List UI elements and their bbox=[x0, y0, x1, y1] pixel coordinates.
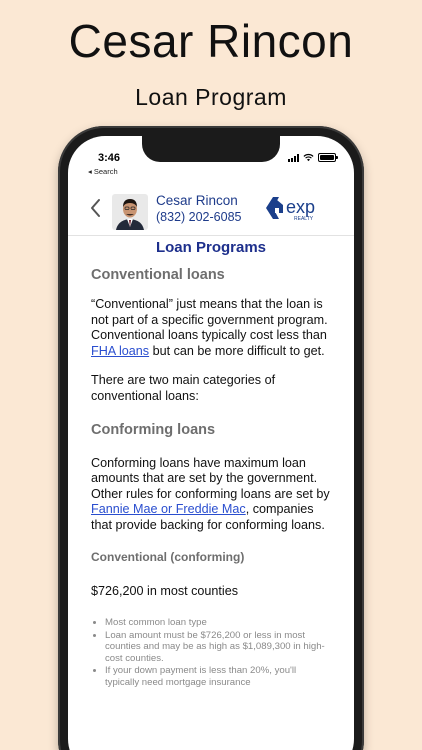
status-icons bbox=[288, 153, 336, 162]
promo-title: Cesar Rincon bbox=[68, 15, 354, 67]
brand-subtext: REALTY bbox=[294, 216, 314, 222]
amount-line: $726,200 in most counties bbox=[91, 583, 239, 598]
list-item: • Loan amount must be $726,200 or less in most counties and may be as high as $1,089,300 in high-cost counties. bbox=[105, 630, 331, 665]
app-header bbox=[68, 186, 354, 236]
list-item: • If your down payment is less than 20%, you'll typically need mortgage insurance bbox=[105, 665, 331, 688]
list-item: • Most common loan type bbox=[105, 617, 331, 629]
paragraph-conforming: Conforming loans have maximum loan amounts that are set by the government. Other rules for conforming loans are set by Fannie Mae or Freddie Mac, companies that provide backing for conforming loans. bbox=[91, 455, 330, 532]
section-heading-conforming: Conforming loans bbox=[91, 421, 216, 438]
agent-phone-link[interactable]: (832) 202-6085 bbox=[156, 210, 242, 224]
page-content[interactable] bbox=[68, 237, 354, 750]
phone-notch bbox=[142, 136, 280, 162]
back-chevron-icon[interactable] bbox=[88, 196, 104, 220]
phone-screen bbox=[68, 136, 354, 750]
loan-bullet-list bbox=[91, 617, 331, 688]
back-to-search-link[interactable]: ◂ Search bbox=[88, 167, 118, 176]
paragraph-categories: There are two main categories of conventional loans: bbox=[91, 373, 276, 403]
section-heading-conventional: Conventional loans bbox=[91, 267, 225, 283]
exp-realty-logo bbox=[264, 194, 338, 222]
paragraph-conventional: “Conventional” just means that the loan is not part of a specific government program. Conventional loans typically cost less than FHA loans but can be more difficult to get. bbox=[91, 297, 328, 358]
agent-name: Cesar Rincon bbox=[156, 193, 238, 208]
status-time: 3:46 bbox=[98, 152, 121, 164]
fha-loans-link[interactable]: FHA loans bbox=[91, 343, 150, 358]
wifi-icon bbox=[303, 153, 314, 162]
battery-icon bbox=[318, 153, 336, 162]
fannie-freddie-link[interactable]: Fannie Mae or Freddie Mac bbox=[91, 502, 246, 517]
agent-avatar bbox=[112, 194, 148, 230]
subheading-conventional-conforming: Conventional (conforming) bbox=[91, 549, 245, 564]
brand-wordmark: exp bbox=[286, 197, 316, 217]
promo-subtitle: Loan Program bbox=[135, 84, 287, 110]
phone-frame bbox=[58, 126, 364, 750]
cellular-signal-icon bbox=[288, 154, 299, 162]
page-title: Loan Programs bbox=[155, 239, 267, 256]
